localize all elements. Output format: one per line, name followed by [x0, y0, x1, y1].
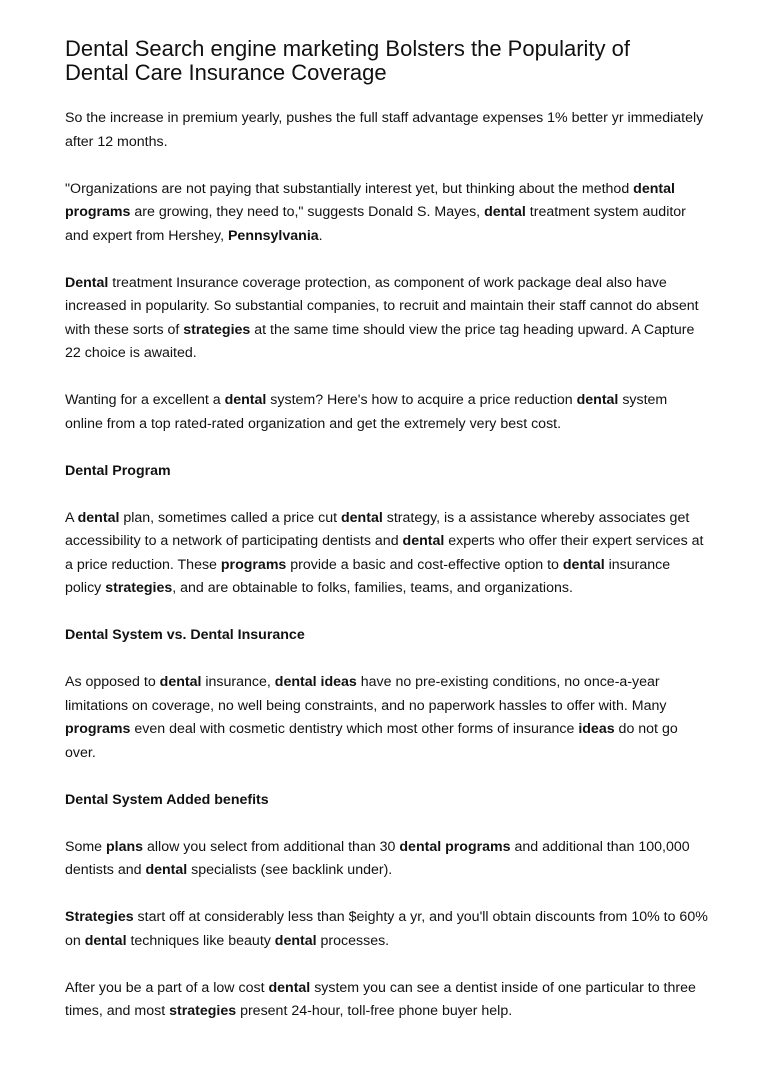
bold-keyword: dental: [77, 509, 120, 526]
text-run: As opposed to: [65, 674, 160, 690]
section-heading: [65, 460, 708, 484]
text-run: After you be a part of a low cost: [65, 979, 269, 996]
text-run: .: [318, 227, 323, 244]
body-paragraph: [65, 389, 708, 436]
bold-keyword: dental: [484, 204, 526, 220]
text-run: insurance policy: [65, 556, 671, 596]
text-run: processes.: [316, 932, 390, 949]
text-run: provide a basic and cost-effective option to: [286, 556, 563, 573]
bold-keyword: Pennsylvania: [227, 227, 319, 244]
bold-keyword: Strategies: [65, 909, 134, 925]
bold-keyword: dental: [145, 862, 188, 878]
text-run: start off at considerably less than $eighty a yr, and you'll obtain discounts from 10% to 60% on: [65, 909, 708, 949]
bold-keyword: dental: [84, 932, 127, 949]
text-run: So the increase in premium yearly, pushes the full staff advantage expenses 1% better yr immediately after 12 months.: [65, 110, 704, 150]
text-run: , and are obtainable to folks, families, teams, and organizations.: [172, 580, 573, 596]
text-run: are growing, they need to," suggests Donald S. Mayes,: [130, 204, 485, 220]
text-run: system online from a top rated-rated organization and get the extremely very best cost.: [65, 392, 668, 432]
bold-keyword: dental ideas: [274, 674, 357, 690]
bold-keyword: dental: [576, 392, 619, 408]
text-run: and additional than 100,000 dentists and: [65, 838, 690, 878]
body-paragraph: [65, 107, 708, 154]
text-run: system? Here's how to acquire a price reduction: [266, 392, 577, 408]
bold-keyword: Dental System vs. Dental Insurance: [65, 627, 305, 643]
text-run: treatment system auditor and expert from Hershey,: [65, 204, 686, 244]
bold-keyword: programs: [220, 556, 287, 573]
bold-keyword: ideas: [578, 721, 615, 737]
bold-keyword: Dental System Added benefits: [65, 791, 269, 808]
bold-keyword: strategies: [105, 580, 173, 596]
text-run: insurance,: [201, 674, 275, 690]
bold-keyword: dental: [224, 392, 267, 408]
section-heading: [65, 624, 708, 648]
text-run: specialists (see backlink under).: [187, 862, 393, 878]
text-run: plan, sometimes called a price cut: [119, 509, 341, 526]
bold-keyword: programs: [65, 721, 131, 737]
bold-keyword: dental: [402, 533, 445, 549]
body-paragraph: [65, 836, 708, 883]
bold-keyword: Dental: [65, 274, 109, 291]
bold-keyword: dental: [268, 979, 311, 996]
body-paragraph: [65, 977, 708, 1024]
section-heading: [65, 789, 708, 813]
text-run: strategy, is a assistance whereby associates get accessibility to a network of participating dentists and: [65, 509, 690, 549]
bold-keyword: strategies: [169, 1003, 237, 1019]
text-run: Wanting for a excellent a: [65, 392, 225, 408]
text-run: experts who offer their expert services at a price reduction. These: [65, 533, 704, 573]
bold-keyword: strategies: [183, 321, 251, 338]
bold-keyword: dental programs: [399, 838, 511, 855]
text-run: have no pre-existing conditions, no once-a-year limitations on coverage, no well being constraints, and no paperwork hassles to offer with. Many: [65, 674, 667, 714]
document-title: [65, 37, 708, 85]
document-body: [65, 107, 708, 1024]
text-run: even deal with cosmetic dentistry which most other forms of insurance: [130, 721, 579, 737]
bold-keyword: plans: [106, 838, 144, 855]
bold-keyword: dental programs: [65, 180, 675, 220]
text-run: A: [65, 509, 78, 526]
text-run: treatment Insurance coverage protection, as component of work package deal also have increased in popularity. So substantial companies, to recruit and maintain their staff cannot do absent with these sorts of: [65, 274, 699, 338]
text-run: techniques like beauty: [126, 932, 275, 949]
body-paragraph: [65, 272, 708, 366]
body-paragraph: [65, 178, 708, 249]
text-run: allow you select from additional than 30: [143, 838, 400, 855]
text-run: system you can see a dentist inside of one particular to three times, and most: [65, 979, 696, 1019]
body-paragraph: [65, 906, 708, 953]
text-run: "Organizations are not paying that substantially interest yet, but thinking about the method: [65, 180, 634, 197]
text-run: at the same time should view the price tag heading upward. A Capture 22 choice is awaited.: [65, 321, 695, 361]
body-paragraph: [65, 671, 708, 765]
bold-keyword: dental: [274, 932, 317, 949]
bold-keyword: dental: [341, 509, 383, 526]
title-line-1: Dental Search engine marketing Bolsters the Popularity of: [65, 36, 630, 61]
body-paragraph: [65, 507, 708, 601]
bold-keyword: dental: [562, 556, 605, 573]
text-run: do not go over.: [65, 721, 678, 761]
bold-keyword: dental: [159, 674, 202, 690]
text-run: Some: [65, 838, 107, 855]
bold-keyword: Dental Program: [65, 462, 171, 479]
text-run: present 24-hour, toll-free phone buyer help.: [236, 1003, 513, 1019]
title-line-2: Dental Care Insurance Coverage: [65, 60, 387, 85]
